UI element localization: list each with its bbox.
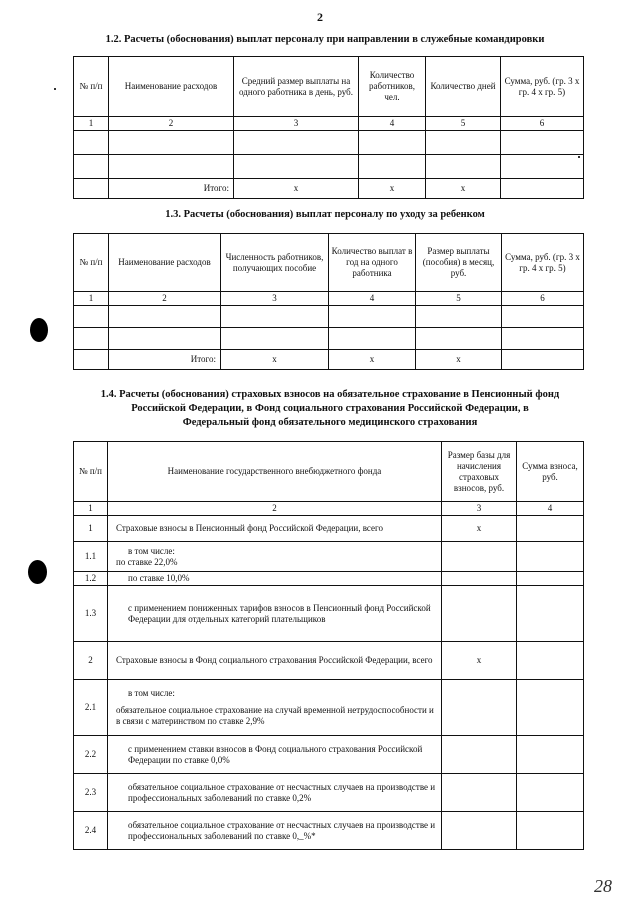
column-number: 5 — [416, 292, 502, 306]
table-row — [74, 774, 584, 812]
section-1-2-title: 1.2. Расчеты (обоснования) выплат персоналу при направлении в служебные командировки — [105, 34, 545, 45]
row-name: с применением ставки взносов в Фонд социального страхования Российской Федерации по ставке 0,0% — [108, 736, 442, 774]
header-cell: Средний размер выплаты на одного работника в день, руб. — [234, 57, 359, 117]
row-number: 2.3 — [74, 774, 108, 812]
table-header-row — [74, 442, 584, 502]
handwritten-page-number: 28 — [594, 876, 612, 896]
table-row — [74, 642, 584, 680]
row-name: Страховые взносы в Пенсионный фонд Российской Федерации, всего — [108, 516, 442, 542]
table-row — [74, 572, 584, 586]
column-number: 2 — [108, 502, 442, 516]
row-number: 1.3 — [74, 586, 108, 642]
header-cell: Сумма, руб. (гр. 3 х гр. 4 х гр. 5) — [502, 234, 584, 292]
punch-hole — [30, 318, 48, 342]
column-number-row — [74, 502, 584, 516]
header-cell: Наименование расходов — [109, 234, 221, 292]
total-mark: x — [329, 350, 416, 370]
row-number: 2 — [74, 642, 108, 680]
header-cell: Численность работников, получающих пособие — [221, 234, 329, 292]
punch-hole — [28, 560, 47, 584]
column-number: 4 — [329, 292, 416, 306]
header-cell: № п/п — [74, 234, 109, 292]
column-number: 2 — [109, 292, 221, 306]
table-row — [74, 680, 584, 736]
header-cell: Сумма взноса, руб. — [517, 442, 584, 502]
table-row — [74, 812, 584, 850]
column-number: 2 — [109, 117, 234, 131]
section-1-4-title — [60, 388, 600, 430]
empty-row — [74, 155, 584, 179]
row-number: 2.4 — [74, 812, 108, 850]
scan-speck — [578, 156, 580, 158]
column-number: 6 — [502, 292, 584, 306]
empty-row — [74, 328, 584, 350]
column-number: 3 — [234, 117, 359, 131]
row-name-line: по ставке 22,0% — [116, 556, 178, 567]
row-base: x — [442, 516, 517, 542]
total-label: Итого: — [109, 179, 234, 199]
column-number: 3 — [442, 502, 517, 516]
column-number-row — [74, 292, 584, 306]
column-number: 4 — [517, 502, 584, 516]
row-name: обязательное социальное страхование от несчастных случаев на производстве и профессиональных заболеваний по ставке 0,_%* — [108, 812, 442, 850]
header-cell: Количество работников, чел. — [359, 57, 426, 117]
row-name-line: в том числе: — [128, 688, 175, 698]
row-name: с применением пониженных тарифов взносов в Пенсионный фонд Российской Федерации для отдельных категорий плательщиков — [108, 586, 442, 642]
table-row — [74, 542, 584, 572]
total-row — [74, 179, 584, 199]
table-row — [74, 586, 584, 642]
header-cell: Наименование государственного внебюджетного фонда — [108, 442, 442, 502]
row-number: 2.1 — [74, 680, 108, 736]
row-name-line: обязательное социальное страхование на случай временной нетрудоспособности и в связи с материнством по ставке 2,9% — [116, 705, 434, 726]
header-cell: Сумма, руб. (гр. 3 х гр. 4 х гр. 5) — [501, 57, 584, 117]
column-number: 3 — [221, 292, 329, 306]
row-name-line: в том числе: — [128, 545, 175, 556]
total-mark: x — [426, 179, 501, 199]
empty-row — [74, 131, 584, 155]
column-number: 6 — [501, 117, 584, 131]
table-business-trips — [73, 56, 584, 199]
row-name: Страховые взносы в Фонд социального страхования Российской Федерации, всего — [108, 642, 442, 680]
row-number: 1.1 — [74, 542, 108, 572]
page-number: 2 — [317, 10, 323, 24]
table-row — [74, 516, 584, 542]
header-cell: Размер выплаты (пособия) в месяц, руб. — [416, 234, 502, 292]
column-number: 5 — [426, 117, 501, 131]
header-cell: Размер базы для начисления страховых взносов, руб. — [442, 442, 517, 502]
total-mark: x — [234, 179, 359, 199]
section-1-4-title-line: 1.4. Расчеты (обоснования) страховых взносов на обязательное страхование в Пенсионный фонд — [100, 389, 560, 400]
scan-speck — [54, 88, 56, 90]
header-cell: Наименование расходов — [109, 57, 234, 117]
row-name: по ставке 10,0% — [108, 572, 442, 586]
total-row — [74, 350, 584, 370]
row-number: 1.2 — [74, 572, 108, 586]
header-cell: Количество выплат в год на одного работника — [329, 234, 416, 292]
column-number: 4 — [359, 117, 426, 131]
total-mark: x — [359, 179, 426, 199]
column-number-row — [74, 117, 584, 131]
section-1-4-title-line: Федеральный фонд обязательного медицинского страхования — [182, 417, 478, 428]
row-base: x — [442, 642, 517, 680]
table-header-row — [74, 57, 584, 117]
table-insurance-contributions — [73, 441, 584, 850]
table-row — [74, 736, 584, 774]
column-number: 1 — [74, 292, 109, 306]
row-number: 2.2 — [74, 736, 108, 774]
section-1-3-title: 1.3. Расчеты (обоснования) выплат персоналу по уходу за ребенком — [165, 209, 485, 220]
header-cell: Количество дней — [426, 57, 501, 117]
column-number: 1 — [74, 502, 108, 516]
section-1-4-title-line: Российской Федерации, в Фонд социального страхования Российской Федерации, в — [131, 403, 529, 414]
row-name — [108, 680, 442, 736]
row-number: 1 — [74, 516, 108, 542]
table-header-row — [74, 234, 584, 292]
row-name — [108, 542, 442, 572]
table-childcare — [73, 233, 584, 370]
header-cell: № п/п — [74, 57, 109, 117]
empty-row — [74, 306, 584, 328]
row-name: обязательное социальное страхование от несчастных случаев на производстве и профессиональных заболеваний по ставке 0,2% — [108, 774, 442, 812]
total-mark: x — [416, 350, 502, 370]
total-label: Итого: — [109, 350, 221, 370]
total-mark: x — [221, 350, 329, 370]
header-cell: № п/п — [74, 442, 108, 502]
column-number: 1 — [74, 117, 109, 131]
